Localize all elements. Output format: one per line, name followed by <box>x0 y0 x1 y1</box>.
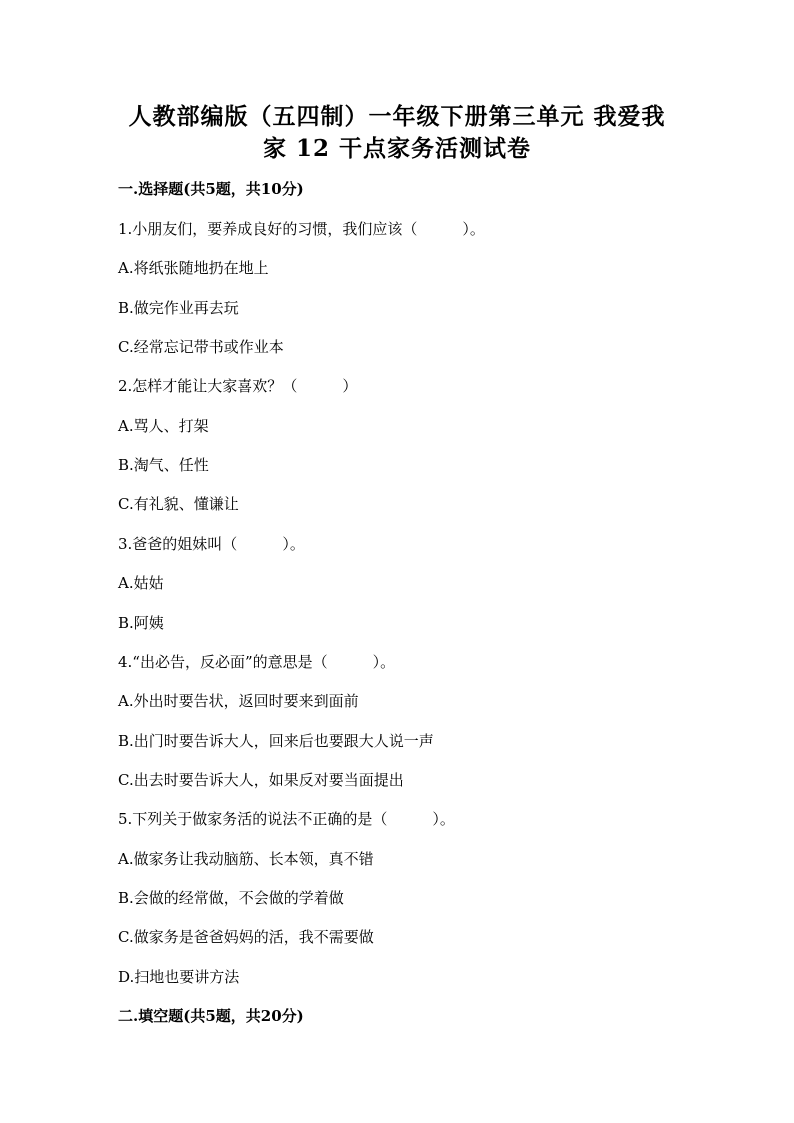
answer-option: C.有礼貌、懂谦让 <box>118 495 239 513</box>
answer-option: A.姑姑 <box>118 574 164 592</box>
section-heading-choice: 一.选择题(共5题，共10分) <box>118 180 304 198</box>
answer-option: C.出去时要告诉大人，如果反对要当面提出 <box>118 771 404 789</box>
exam-title-line-2: 家 12 干点家务活测试卷 <box>262 135 532 162</box>
question-stem: 3.爸爸的姐妹叫（ ）。 <box>118 535 305 553</box>
question-stem: 5.下列关于做家务活的说法不正确的是（ ）。 <box>118 810 455 828</box>
answer-option: A.外出时要告状，返回时要来到面前 <box>118 692 359 710</box>
answer-option: B.阿姨 <box>118 614 164 632</box>
question-stem: 1.小朋友们，要养成良好的习惯，我们应该（ ）。 <box>118 220 485 238</box>
answer-option: A.骂人、打架 <box>118 417 209 435</box>
answer-option: B.做完作业再去玩 <box>118 299 239 317</box>
question-stem: 2.怎样才能让大家喜欢？（ ） <box>118 377 358 395</box>
answer-option: A.做家务让我动脑筋、长本领，真不错 <box>118 850 374 868</box>
answer-option: D.扫地也要讲方法 <box>118 968 240 986</box>
answer-option: C.做家务是爸爸妈妈的活，我不需要做 <box>118 928 374 946</box>
question-stem: 4.“出必告，反必面”的意思是（ ）。 <box>118 653 396 671</box>
answer-option: B.淘气、任性 <box>118 456 209 474</box>
section-heading-fill-in: 二.填空题(共5题，共20分) <box>118 1007 304 1025</box>
answer-option: B.会做的经常做，不会做的学着做 <box>118 889 344 907</box>
answer-option: C.经常忘记带书或作业本 <box>118 338 284 356</box>
answer-option: B.出门时要告诉大人，回来后也要跟大人说一声 <box>118 732 434 750</box>
exam-title-line-1: 人教部编版（五四制）一年级下册第三单元 我爱我 <box>128 103 666 130</box>
answer-option: A.将纸张随地扔在地上 <box>118 259 269 277</box>
